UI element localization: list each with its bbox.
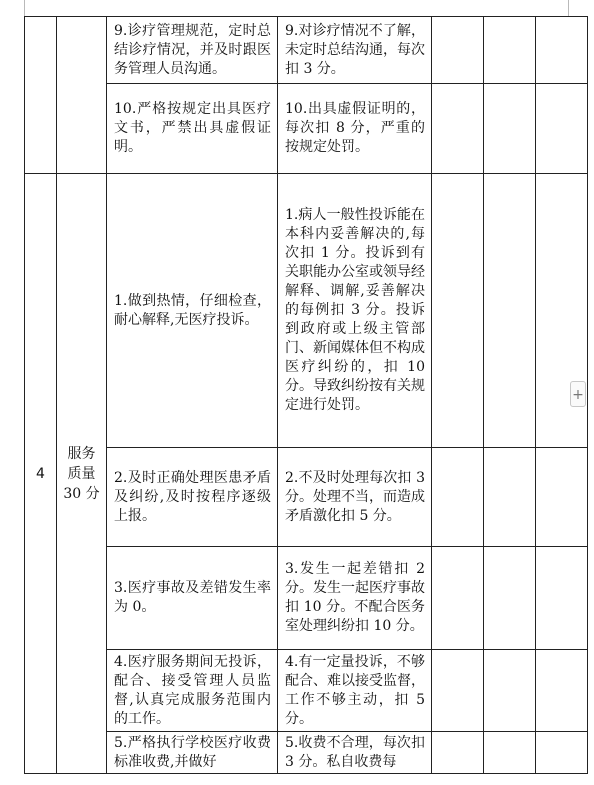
page-margin-mark-right xyxy=(568,0,569,16)
score-cell xyxy=(536,547,588,650)
score-cell xyxy=(484,547,536,650)
deduction-text: 10.出具虚假证明的，每次扣 8 分，严重的按规定处罚。 xyxy=(285,101,425,155)
score-cell xyxy=(536,84,588,174)
deduction-cell xyxy=(278,174,432,448)
score-cell xyxy=(484,174,536,448)
item-number-cell-empty xyxy=(25,17,57,174)
table-row xyxy=(25,174,588,448)
standard-cell xyxy=(107,84,278,174)
standard-cell xyxy=(107,17,278,84)
score-cell xyxy=(484,17,536,84)
standard-text: 10.严格按规定出具医疗文书，严禁出具虚假证明。 xyxy=(114,101,271,155)
standard-text: 2.及时正确处理医患矛盾及纠纷,及时按程序逐级上报。 xyxy=(114,469,271,524)
score-cell xyxy=(484,732,536,774)
score-cell xyxy=(484,650,536,732)
deduction-text: 4.有一定量投诉，不够配合、难以接受监督，工作不够主动，扣 5 分。 xyxy=(285,653,425,727)
score-cell xyxy=(536,650,588,732)
score-cell xyxy=(536,17,588,84)
category-line: 服务 xyxy=(67,445,96,462)
deduction-cell xyxy=(278,650,432,732)
deduction-text: 1.病人一般性投诉能在本科内妥善解决的,每次扣 1 分。投诉到有关职能办公室或领导经解释、调解,妥善解决的每例扣 3 分。投诉到政府或上级主管部门、新闻媒体但不构成医疗纠纷的，扣 10 分。导致纠纷按有关规定进行处罚。 xyxy=(285,207,425,413)
deduction-text: 5.收费不合理，每次扣 3 分。私自收费每 xyxy=(285,735,425,770)
score-cell xyxy=(484,448,536,547)
score-cell xyxy=(536,732,588,774)
deduction-text: 2.不及时处理每次扣 3 分。处理不当，而造成矛盾激化扣 5 分。 xyxy=(285,469,425,524)
deduction-cell xyxy=(278,84,432,174)
table-row xyxy=(25,448,588,547)
deduction-cell xyxy=(278,448,432,547)
category-label xyxy=(57,174,107,774)
score-cell xyxy=(484,84,536,174)
table-row xyxy=(25,650,588,732)
standard-text: 5.严格执行学校医疗收费标准收费,并做好 xyxy=(114,735,271,770)
item-number: 4 xyxy=(25,174,57,774)
standard-cell xyxy=(107,650,278,732)
table-row xyxy=(25,84,588,174)
standard-cell xyxy=(107,448,278,547)
category-line: 30 分 xyxy=(63,485,100,502)
score-cell xyxy=(432,84,484,174)
score-cell xyxy=(432,17,484,84)
score-cell xyxy=(432,547,484,650)
deduction-cell xyxy=(278,732,432,774)
score-cell xyxy=(432,650,484,732)
standard-text: 4.医疗服务期间无投诉，配合、接受管理人员监督,认真完成服务范围内的工作。 xyxy=(114,653,271,727)
score-cell xyxy=(432,174,484,448)
standard-cell xyxy=(107,547,278,650)
table-row xyxy=(25,17,588,84)
table-row xyxy=(25,547,588,650)
standard-text: 1.做到热情，仔细检查，耐心解释,无医疗投诉。 xyxy=(114,292,271,328)
standard-cell xyxy=(107,174,278,448)
score-cell xyxy=(536,448,588,547)
table-row xyxy=(25,732,588,774)
assessment-table xyxy=(24,16,588,774)
standard-cell xyxy=(107,732,278,774)
deduction-cell xyxy=(278,17,432,84)
category-line: 质量 xyxy=(67,465,96,482)
deduction-text: 3.发生一起差错扣 2 分。发生一起医疗事故扣 10 分。不配合医务室处理纠纷扣 10 分。 xyxy=(285,561,425,634)
deduction-cell xyxy=(278,547,432,650)
deduction-text: 9.对诊疗情况不了解，未定时总结沟通，每次扣 3 分。 xyxy=(285,22,425,77)
standard-text: 3.医疗事故及差错发生率为 0。 xyxy=(114,580,271,615)
score-cell xyxy=(432,448,484,547)
score-cell xyxy=(432,732,484,774)
standard-text: 9.诊疗管理规范，定时总结诊疗情况，并及时跟医务管理人员沟通。 xyxy=(114,22,271,77)
page-margin-mark-left xyxy=(24,0,25,16)
expand-plus-button[interactable]: + xyxy=(570,381,586,407)
category-cell-empty xyxy=(57,17,107,174)
